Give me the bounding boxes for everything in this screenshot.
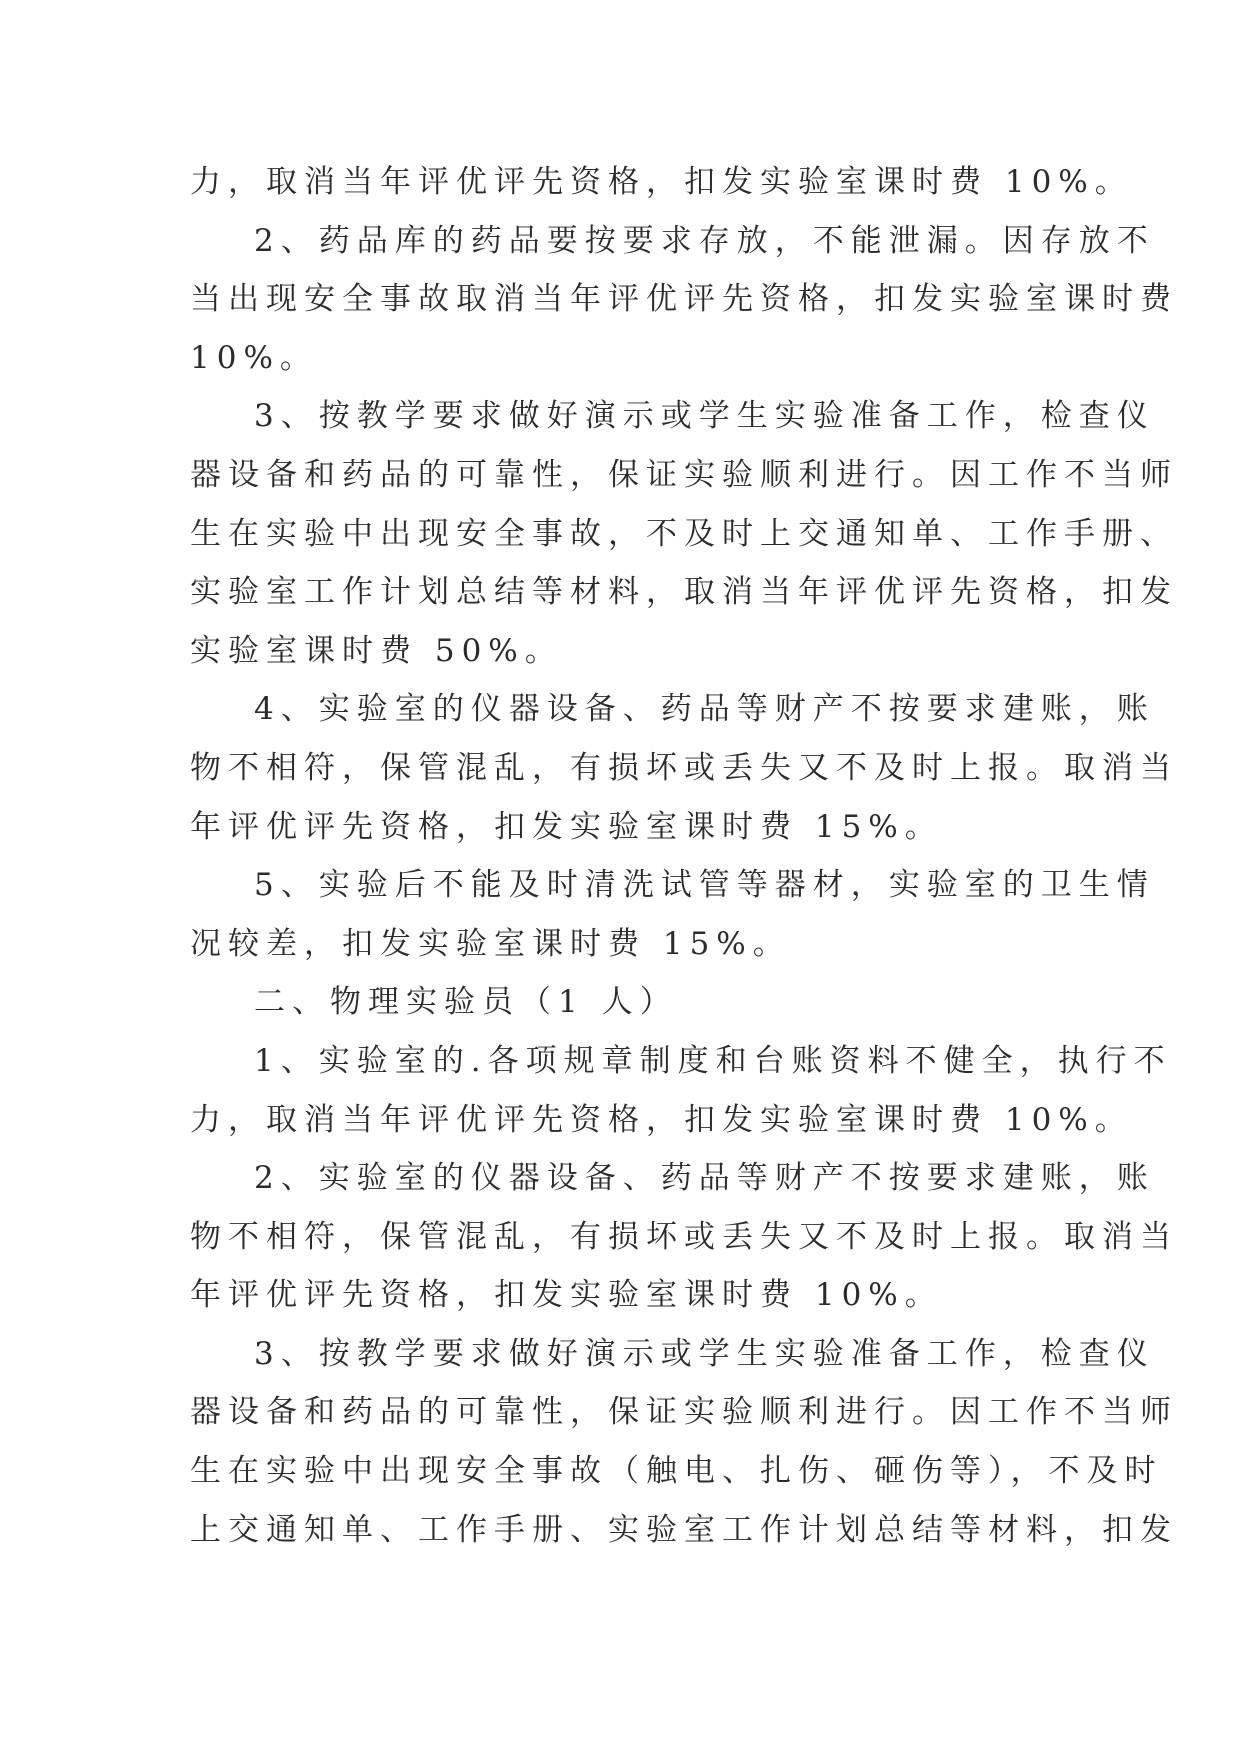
text-line: 年评优评先资格，扣发实验室课时费 10%。 bbox=[190, 1277, 943, 1314]
text-line: 1、实验室的.各项规章制度和台账资料不健全，执行不 bbox=[254, 1042, 1172, 1079]
text-line: 力，取消当年评优评先资格，扣发实验室课时费 10%。 bbox=[190, 164, 1133, 200]
text-line: 物不相符，保管混乱，有损坏或丢失又不及时上报。取消当 bbox=[190, 749, 1178, 786]
text-line: 3、按教学要求做好演示或学生实验准备工作，检查仪 bbox=[254, 398, 1155, 435]
text-line: 力，取消当年评优评先资格，扣发实验室课时费 10%。 bbox=[190, 1101, 1133, 1138]
text-line: 生在实验中出现安全事故，不及时上交通知单、工作手册、 bbox=[190, 515, 1178, 552]
text-line: 上交通知单、工作手册、实验室工作计划总结等材料，扣发 bbox=[190, 1511, 1178, 1548]
text-line: 生在实验中出现安全事故（触电、扎伤、砸伤等），不及时 bbox=[190, 1453, 1163, 1490]
text-line: 当出现安全事故取消当年评优评先资格，扣发实验室课时费 bbox=[190, 281, 1178, 318]
text-line: 10%。 bbox=[190, 339, 318, 376]
text-line: 3、按教学要求做好演示或学生实验准备工作，检查仪 bbox=[254, 1335, 1155, 1372]
text-line: 年评优评先资格，扣发实验室课时费 15%。 bbox=[190, 808, 943, 845]
text-line: 4、实验室的仪器设备、药品等财产不按要求建账，账 bbox=[254, 691, 1155, 728]
text-line: 2、实验室的仪器设备、药品等财产不按要求建账，账 bbox=[254, 1160, 1155, 1197]
text-line: 实验室课时费 50%。 bbox=[190, 632, 563, 669]
text-line: 2、药品库的药品要按要求存放，不能泄漏。因存放不 bbox=[254, 222, 1155, 259]
text-line: 5、实验后不能及时清洗试管等器材，实验室的卫生情 bbox=[254, 867, 1155, 904]
text-line: 物不相符，保管混乱，有损坏或丢失又不及时上报。取消当 bbox=[190, 1218, 1178, 1255]
text-line: 实验室工作计划总结等材料，取消当年评优评先资格，扣发 bbox=[190, 574, 1178, 611]
text-line: 器设备和药品的可靠性，保证实验顺利进行。因工作不当师 bbox=[190, 1394, 1178, 1431]
text-line: 器设备和药品的可靠性，保证实验顺利进行。因工作不当师 bbox=[190, 456, 1178, 493]
document-body bbox=[190, 153, 1178, 1559]
section-heading: 二、物理实验员（1 人） bbox=[254, 984, 678, 1021]
text-line: 况较差，扣发实验室课时费 15%。 bbox=[190, 925, 791, 962]
